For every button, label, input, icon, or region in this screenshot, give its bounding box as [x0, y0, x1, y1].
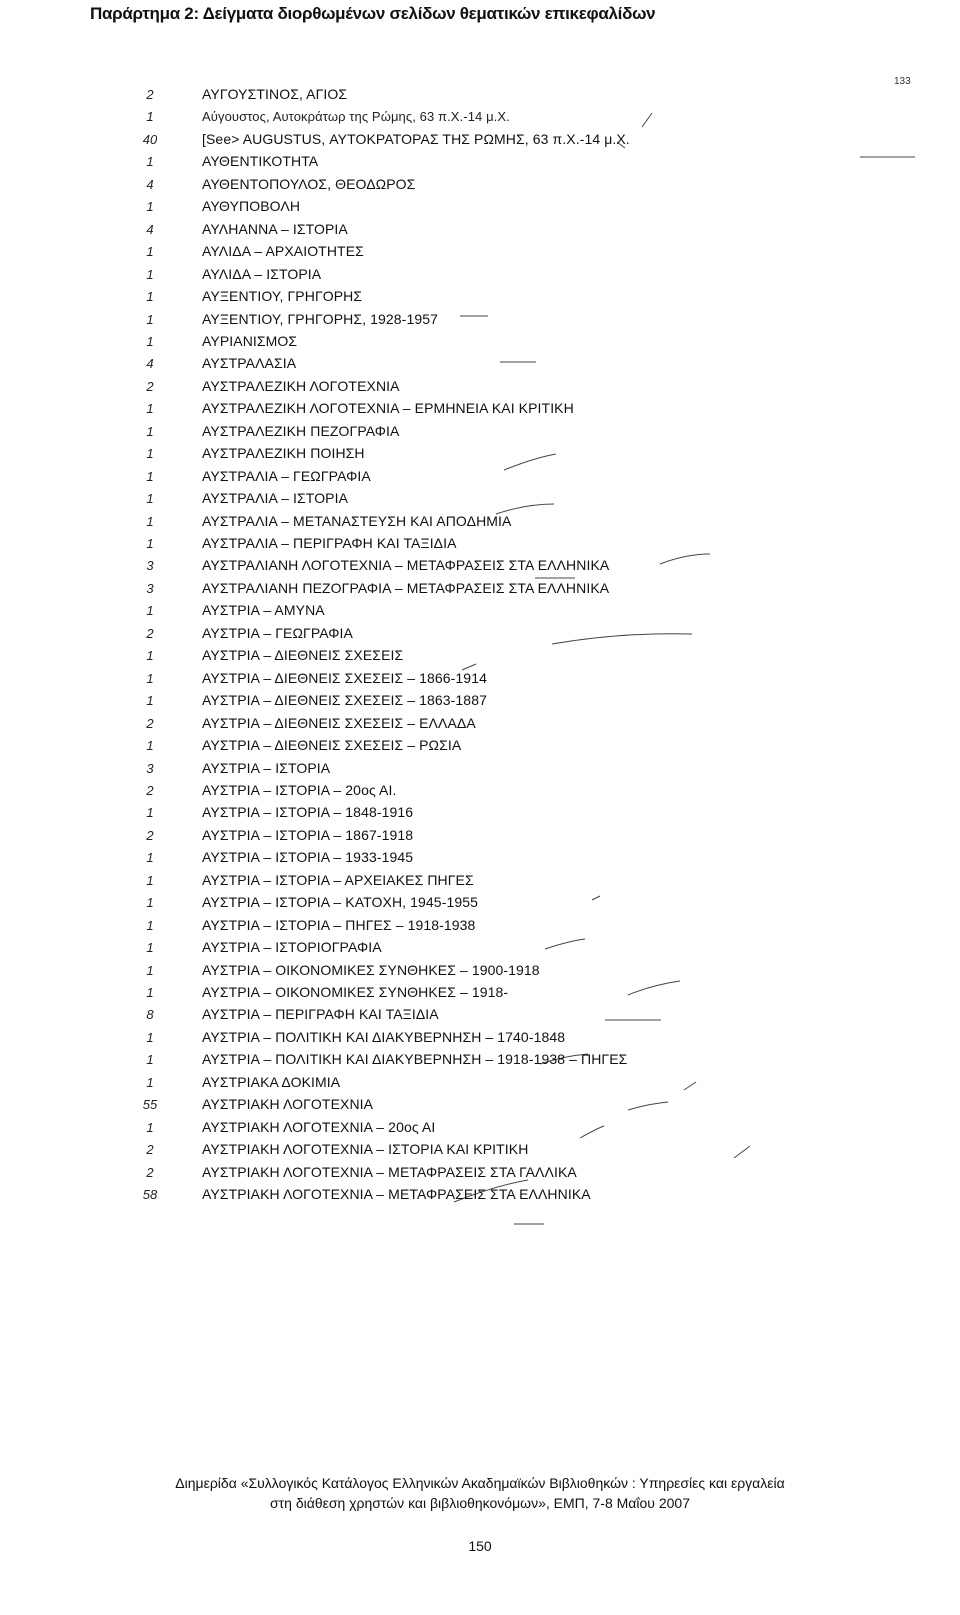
record-count: 1 [146, 536, 154, 551]
subject-heading: ΑΥΣΤΡΙΑ – ΟΙΚΟΝΟΜΙΚΕΣ ΣΥΝΘΗΚΕΣ – 1900-1918 [202, 961, 540, 978]
subject-heading: ΑΥΣΤΡΑΛΙΑ – ΙΣΤΟΡΙΑ [202, 490, 349, 507]
subject-heading: ΑΥΛΙΔΑ – ΙΣΤΟΡΙΑ [202, 265, 322, 282]
subject-heading: ΑΥΣΤΡΑΛΑΣΙΑ [202, 355, 297, 372]
dash-mark [592, 896, 600, 900]
record-count: 4 [146, 221, 154, 237]
subject-heading: ΑΥΣΤΡΑΛΙΑΝΗ ΠΕΖΟΓΡΑΦΙΑ – ΜΕΤΑΦΡΑΣΕΙΣ ΣΤΑ ΕΛΛΗΝΙΚΑ [202, 579, 610, 596]
record-count: 55 [142, 1097, 158, 1113]
record-count: 1 [146, 738, 154, 754]
subject-heading: ΑΥΣΤΡΙΑΚΗ ΛΟΓΟΤΕΧΝΙΑ – ΜΕΤΑΦΡΑΣΕΙΣ ΣΤΑ ΕΛΛΗΝΙΚΑ [202, 1186, 591, 1203]
subject-heading: ΑΥΣΤΡΙΑ – ΙΣΤΟΡΙΟΓΡΑΦΙΑ [202, 939, 382, 956]
record-count: 1 [146, 311, 154, 327]
subject-heading: ΑΥΣΤΡΙΑ – ΠΟΛΙΤΙΚΗ ΚΑΙ ΔΙΑΚΥΒΕΡΝΗΣΗ – 1918-1938 – ΠΗΓΕΣ [202, 1051, 628, 1068]
record-count: 1 [146, 244, 154, 260]
page-number: 150 [468, 1538, 492, 1554]
scanned-page-number: 133 [894, 76, 911, 87]
subject-heading: ΑΥΣΤΡΑΛΙΑ – ΜΕΤΑΝΑΣΤΕΥΣΗ ΚΑΙ ΑΠΟΔΗΜΙΑ [202, 512, 512, 529]
record-count: 1 [146, 333, 154, 349]
record-count: 1 [146, 850, 154, 866]
subject-heading: ΑΥΣΤΡΙΑ – ΙΣΤΟΡΙΑ [202, 759, 331, 776]
subject-heading: ΑΥΣΤΡΙΑ – ΙΣΤΟΡΙΑ – ΚΑΤΟΧΗ, 1945-1955 [202, 894, 478, 911]
record-count: 2 [146, 1142, 154, 1158]
record-count: 1 [146, 401, 154, 417]
subject-heading: ΑΥΣΤΡΑΛΕΖΙΚΗ ΛΟΓΟΤΕΧΝΙΑ – ΕΡΜΗΝΕΙΑ ΚΑΙ ΚΡΙΤΙΚΗ [202, 400, 574, 417]
tick-mark [642, 113, 652, 127]
record-count: 1 [146, 670, 154, 686]
record-count: 1 [146, 266, 154, 282]
subject-heading: ΑΥΣΤΡΑΛΙΑ – ΠΕΡΙΓΡΑΦΗ ΚΑΙ ΤΑΞΙΔΙΑ [202, 535, 457, 551]
record-count: 2 [146, 87, 154, 102]
footer-line-1: Διημερίδα «Συλλογικός Κατάλογος Ελληνικών Ακαδημαϊκών Βιβλιοθηκών : Υπηρεσίες και εργαλεία [175, 1475, 785, 1491]
record-count: 1 [146, 895, 154, 911]
subject-heading: ΑΥΞΕΝΤΙΟΥ, ΓΡΗΓΟΡΗΣ [202, 288, 363, 305]
dash-mark [628, 1102, 668, 1110]
record-count: 40 [142, 131, 158, 147]
record-count: 3 [146, 558, 154, 574]
record-count: 2 [146, 782, 154, 798]
record-count: 1 [146, 199, 154, 215]
record-count: 1 [146, 289, 154, 305]
record-count: 2 [146, 625, 154, 641]
record-count: 4 [146, 356, 154, 372]
record-count: 8 [146, 1007, 154, 1023]
footer [0, 1473, 960, 1513]
record-count: 1 [146, 423, 154, 439]
subject-heading: ΑΥΘΕΝΤΙΚΟΤΗΤΑ [202, 153, 319, 170]
subject-heading: ΑΥΣΤΡΙΑ – ΙΣΤΟΡΙΑ – ΑΡΧΕΙΑΚΕΣ ΠΗΓΕΣ [202, 871, 474, 888]
record-count: 1 [146, 154, 154, 170]
record-count: 1 [146, 805, 154, 821]
subject-heading: ΑΥΣΤΡΙΑ – ΙΣΤΟΡΙΑ – ΠΗΓΕΣ – 1918-1938 [202, 916, 476, 933]
subject-heading: ΑΥΣΤΡΙΑ – ΔΙΕΘΝΕΙΣ ΣΧΕΣΕΙΣ [202, 647, 404, 664]
record-count: 2 [146, 715, 154, 731]
subject-heading: ΑΥΣΤΡΙΑ – ΔΙΕΘΝΕΙΣ ΣΧΕΣΕΙΣ – 1863-1887 [202, 692, 487, 709]
subject-heading: ΑΥΣΤΡΙΑ – ΑΜΥΝΑ [202, 602, 325, 619]
subject-heading: ΑΥΣΤΡΙΑ – ΔΙΕΘΝΕΙΣ ΣΧΕΣΕΙΣ – ΕΛΛΑΔΑ [202, 714, 476, 731]
record-count: 1 [146, 693, 154, 709]
subject-heading: ΑΥΓΟΥΣΤΙΝΟΣ, ΑΓΙΟΣ [202, 86, 348, 102]
footer-line-2: στη διάθεση χρηστών και βιβλιοθηκονόμων», ΕΜΠ, 7-8 Μαΐου 2007 [269, 1495, 690, 1511]
subject-heading: ΑΥΣΤΡΙΑΚΗ ΛΟΓΟΤΕΧΝΙΑ – ΙΣΤΟΡΙΑ ΚΑΙ ΚΡΙΤΙΚΗ [202, 1141, 529, 1158]
subject-heading: ΑΥΣΤΡΑΛΕΖΙΚΗ ΠΟΙΗΣΗ [202, 445, 365, 462]
dash-mark [684, 1082, 696, 1090]
subject-heading: ΑΥΣΤΡΙΑΚΗ ΛΟΓΟΤΕΧΝΙΑ – 20ος ΑΙ [202, 1118, 436, 1135]
subject-heading: ΑΥΣΤΡΙΑ – ΙΣΤΟΡΙΑ – 20ος ΑΙ. [202, 781, 397, 798]
record-count: 1 [146, 513, 154, 529]
dash-mark [504, 454, 556, 470]
subject-heading: ΑΥΣΤΡΑΛΕΖΙΚΗ ΛΟΓΟΤΕΧΝΙΑ [202, 377, 400, 394]
record-count: 1 [146, 109, 154, 125]
record-count: 1 [146, 917, 154, 933]
subject-heading: ΑΥΣΤΡΙΑ – ΙΣΤΟΡΙΑ – 1848-1916 [202, 804, 414, 821]
subject-heading: ΑΥΣΤΡΙΑΚΗ ΛΟΓΟΤΕΧΝΙΑ [202, 1096, 374, 1113]
record-count: 3 [146, 760, 154, 776]
subject-heading: ΑΥΣΤΡΙΑ – ΟΙΚΟΝΟΜΙΚΕΣ ΣΥΝΘΗΚΕΣ – 1918- [202, 984, 509, 1000]
subject-heading: ΑΥΛΙΔΑ – ΑΡΧΑΙΟΤΗΤΕΣ [202, 243, 364, 260]
record-count: 1 [146, 1029, 154, 1045]
record-count: 2 [146, 1164, 154, 1180]
subject-heading: ΑΥΘΕΝΤΟΠΟΥΛΟΣ, ΘΕΟΔΩΡΟΣ [202, 175, 416, 192]
subject-heading: ΑΥΣΤΡΙΑ – ΙΣΤΟΡΙΑ – 1933-1945 [202, 849, 414, 866]
dash-mark [580, 1126, 604, 1138]
dash-mark [660, 554, 710, 564]
record-count: 2 [146, 827, 154, 843]
record-count: 1 [146, 940, 154, 956]
record-count: 1 [146, 1119, 154, 1135]
record-count: 1 [146, 1074, 154, 1090]
subject-heading: ΑΥΣΤΡΙΑ – ΓΕΩΓΡΑΦΙΑ [202, 624, 353, 641]
record-count: 1 [146, 985, 154, 1000]
record-count: 1 [146, 491, 154, 507]
record-count: 1 [146, 446, 154, 462]
subject-heading: ΑΥΣΤΡΙΑ – ΔΙΕΘΝΕΙΣ ΣΧΕΣΕΙΣ – 1866-1914 [202, 669, 487, 686]
subject-heading: ΑΥΘΥΠΟΒΟΛΗ [202, 198, 301, 215]
record-count: 1 [146, 872, 154, 888]
subject-heading: [See> AUGUSTUS, ΑΥΤΟΚΡΑΤΟΡΑΣ ΤΗΣ ΡΩΜΗΣ, 63 π.Χ.-14 μ.Χ. [202, 130, 630, 147]
record-count: 3 [146, 580, 154, 596]
subject-heading: ΑΥΣΤΡΙΑ – ΠΕΡΙΓΡΑΦΗ ΚΑΙ ΤΑΞΙΔΙΑ [202, 1006, 439, 1023]
page-title: Παράρτημα 2: Δείγματα διορθωμένων σελίδων θεματικών επικεφαλίδων [90, 4, 656, 23]
subject-heading: ΑΥΞΕΝΤΙΟΥ, ΓΡΗΓΟΡΗΣ, 1928-1957 [202, 310, 438, 327]
dash-mark [552, 634, 692, 644]
record-count: 1 [146, 603, 154, 619]
subject-heading: ΑΥΣΤΡΙΑΚΑ ΔΟΚΙΜΙΑ [202, 1073, 341, 1090]
record-count: 1 [146, 648, 154, 664]
subject-heading: ΑΥΣΤΡΙΑΚΗ ΛΟΓΟΤΕΧΝΙΑ – ΜΕΤΑΦΡΑΣΕΙΣ ΣΤΑ ΓΑΛΛΙΚΑ [202, 1163, 577, 1180]
subject-heading: ΑΥΣΤΡΑΛΙΑΝΗ ΛΟΓΟΤΕΧΝΙΑ – ΜΕΤΑΦΡΑΣΕΙΣ ΣΤΑ ΕΛΛΗΝΙΚΑ [202, 557, 610, 574]
subject-heading: ΑΥΣΤΡΑΛΕΖΙΚΗ ΠΕΖΟΓΡΑΦΙΑ [202, 422, 400, 439]
subject-heading: ΑΥΣΤΡΑΛΙΑ – ΓΕΩΓΡΑΦΙΑ [202, 467, 371, 484]
dash-mark [628, 981, 680, 995]
subject-heading: ΑΥΣΤΡΙΑ – ΔΙΕΘΝΕΙΣ ΣΧΕΣΕΙΣ – ΡΩΣΙΑ [202, 737, 462, 754]
record-count: 58 [142, 1187, 158, 1203]
subject-heading: ΑΥΡΙΑΝΙΣΜΟΣ [202, 332, 298, 349]
dash-mark [734, 1146, 750, 1158]
record-count: 2 [146, 378, 154, 394]
record-count: 1 [146, 1052, 154, 1068]
record-count: 4 [146, 176, 154, 192]
subject-heading: ΑΥΛΗΑΝΝΑ – ΙΣΤΟΡΙΑ [202, 220, 348, 237]
subject-heading: Αύγουστος, Αυτοκράτωρ της Ρώμης, 63 π.Χ.-14 μ.Χ. [202, 109, 510, 125]
subject-heading: ΑΥΣΤΡΙΑ – ΠΟΛΙΤΙΚΗ ΚΑΙ ΔΙΑΚΥΒΕΡΝΗΣΗ – 1740-1848 [202, 1028, 566, 1045]
subject-heading: ΑΥΣΤΡΙΑ – ΙΣΤΟΡΙΑ – 1867-1918 [202, 826, 414, 843]
record-count: 1 [146, 468, 154, 484]
dash-mark [545, 939, 585, 949]
record-count: 1 [146, 962, 154, 978]
